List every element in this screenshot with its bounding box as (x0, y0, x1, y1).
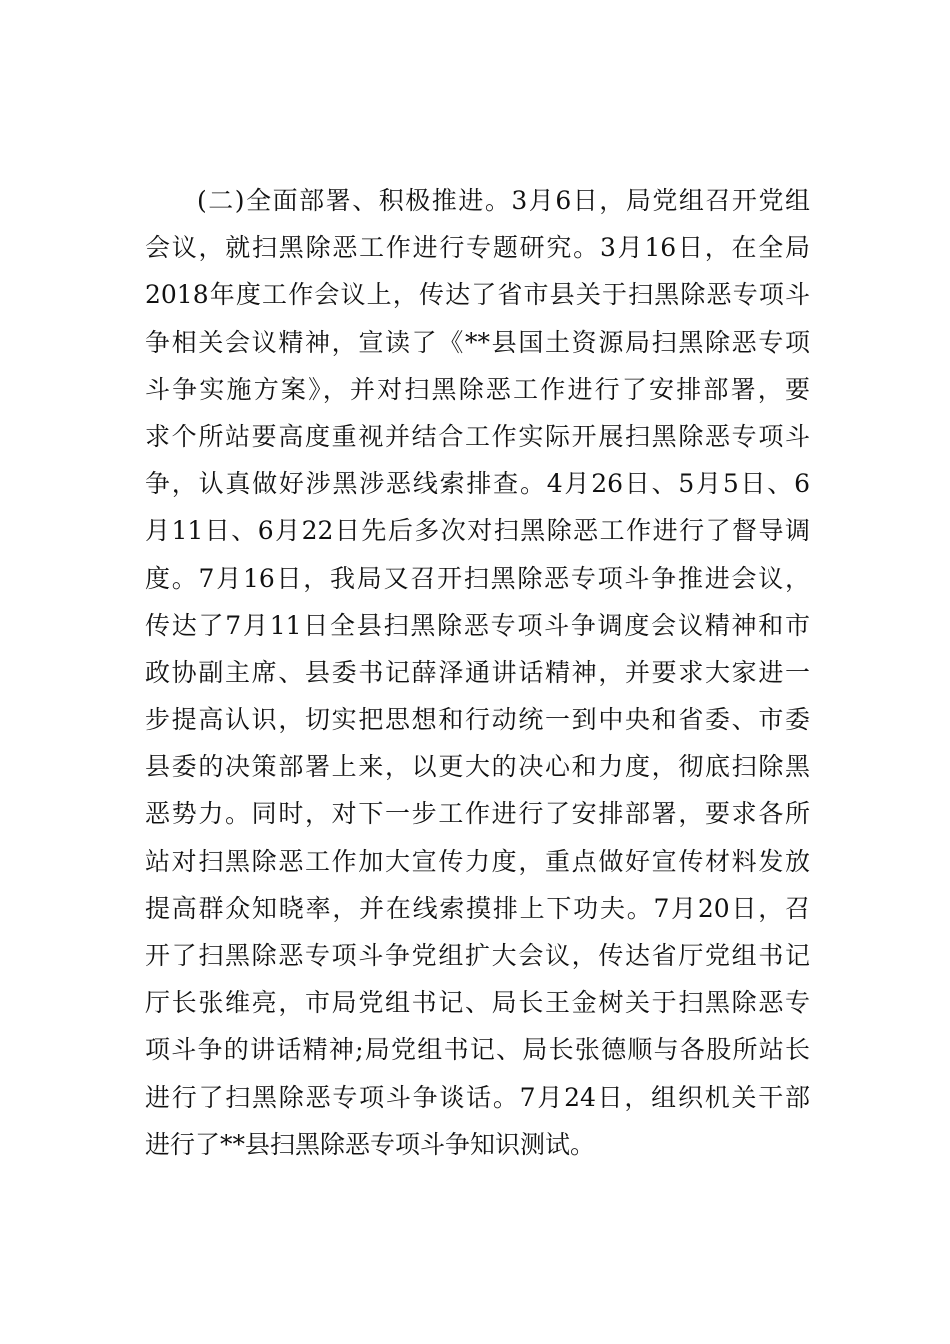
paragraph-line: 争，认真做好涉黑涉恶线索排查。4月26日、5月5日、6 (145, 469, 810, 499)
paragraph-line: 项斗争的讲话精神;局党组书记、局长张德顺与各股所站长 (145, 1035, 810, 1065)
paragraph-line: 度。7月16日，我局又召开扫黑除恶专项斗争推进会议， (145, 563, 810, 593)
paragraph-line: 县委的决策部署上来，以更大的决心和力度，彻底扫除黑 (145, 752, 810, 782)
paragraph-line: 恶势力。同时，对下一步工作进行了安排部署，要求各所 (145, 799, 810, 829)
paragraph-line: (二)全面部署、积极推进。3月6日，局党组召开党组 (197, 186, 810, 215)
paragraph-line: 提高群众知晓率，并在线索摸排上下功夫。7月20日，召 (145, 893, 810, 923)
paragraph-line: 会议，就扫黑除恶工作进行专题研究。3月16日，在全局 (145, 233, 810, 263)
paragraph-line: 月11日、6月22日先后多次对扫黑除恶工作进行了督导调 (145, 516, 810, 546)
paragraph-line: 斗争实施方案》，并对扫黑除恶工作进行了安排部署，要 (145, 374, 810, 404)
paragraph-line: 进行了扫黑除恶专项斗争谈话。7月24日，组织机关干部 (145, 1082, 810, 1112)
paragraph-line: 站对扫黑除恶工作加大宣传力度，重点做好宣传材料发放 (145, 846, 810, 876)
paragraph-line: 厅长张维亮，市局党组书记、局长王金树关于扫黑除恶专 (145, 988, 810, 1018)
paragraph-line: 2018年度工作会议上，传达了省市县关于扫黑除恶专项斗 (145, 280, 810, 310)
paragraph-line: 争相关会议精神，宣读了《**县国土资源局扫黑除恶专项 (145, 327, 810, 357)
paragraph-line: 步提高认识，切实把思想和行动统一到中央和省委、市委 (145, 705, 810, 735)
paragraph-line: 传达了7月11日全县扫黑除恶专项斗争调度会议精神和市 (145, 610, 810, 640)
paragraph-line: 进行了**县扫黑除恶专项斗争知识测试。 (145, 1129, 596, 1159)
paragraph-line: 开了扫黑除恶专项斗争党组扩大会议，传达省厅党组书记 (145, 941, 810, 970)
body-paragraph (145, 177, 810, 1168)
paragraph-line: 政协副主席、县委书记薛泽通讲话精神，并要求大家进一 (145, 657, 810, 687)
paragraph-line: 求个所站要高度重视并结合工作实际开展扫黑除恶专项斗 (145, 421, 810, 451)
